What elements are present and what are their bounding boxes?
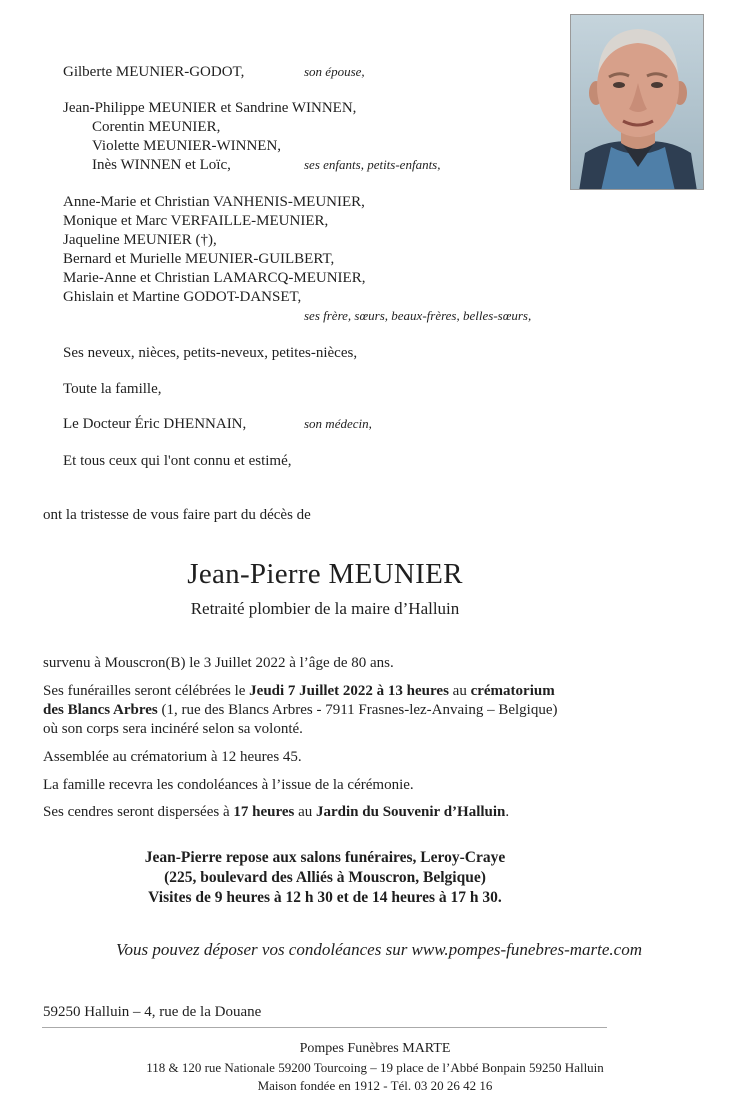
visitation-line: (225, boulevard des Alliés à Mouscron, Belgique)	[164, 869, 486, 886]
footer-company: Pompes Funèbres MARTE	[299, 1041, 451, 1056]
announcement-text: ont la tristesse de vous faire part du décès de	[43, 507, 311, 523]
sibling-line: Bernard et Murielle MEUNIER-GUILBERT,	[63, 251, 335, 267]
footer-founded: Maison fondée en 1912 - Tél. 03 20 26 42 16	[257, 1078, 493, 1093]
doctor-name: Le Docteur Éric DHENNAIN,	[63, 416, 247, 432]
doctor-role: son médecin,	[304, 416, 372, 431]
address-line: 59250 Halluin – 4, rue de la Douane	[43, 1004, 262, 1020]
funeral-text: Ses funérailles seront célébrées le	[43, 683, 250, 699]
deceased-subtitle: Retraité plombier de la maire d’Halluin	[190, 599, 460, 618]
others-line: Et tous ceux qui l'ont connu et estimé,	[63, 453, 292, 469]
child-line: Violette MEUNIER-WINNEN,	[92, 138, 282, 154]
ashes-info	[43, 802, 509, 822]
ashes-time: 17 heures	[233, 804, 295, 820]
child-line: Corentin MEUNIER,	[92, 119, 221, 135]
condolence-note: Vous pouvez déposer vos condoléances sur www.pompes-funebres-marte.com	[116, 940, 642, 959]
footer-addresses: 118 & 120 rue Nationale 59200 Tourcoing – 19 place de l’Abbé Bonpain 59250 Halluin	[146, 1060, 604, 1075]
family-line: Toute la famille,	[63, 381, 162, 397]
death-info: survenu à Mouscron(B) le 3 Juillet 2022 à l’âge de 80 ans.	[43, 655, 394, 671]
condolences-info: La famille recevra les condoléances à l’issue de la cérémonie.	[43, 777, 414, 793]
visitation-line: Visites de 9 heures à 12 h 30 et de 14 heures à 17 h 30.	[148, 889, 502, 906]
sibling-line: Marie-Anne et Christian LAMARCQ-MEUNIER,	[63, 270, 366, 286]
assembly-info: Assemblée au crématorium à 12 heures 45.	[43, 749, 302, 765]
funeral-address: (1, rue des Blancs Arbres - 7911 Frasnes-lez-Anvaing – Belgique)	[157, 702, 558, 718]
siblings-role: ses frère, sœurs, beaux-frères, belles-sœurs,	[304, 308, 532, 323]
funeral-line-2	[43, 700, 558, 720]
sibling-line: Anne-Marie et Christian VANHENIS-MEUNIER,	[63, 194, 365, 210]
funeral-date: Jeudi 7 Juillet 2022 à 13 heures	[249, 683, 449, 699]
ashes-text: Ses cendres seront dispersées à	[43, 804, 234, 820]
child-line: Jean-Philippe MEUNIER et Sandrine WINNEN,	[63, 100, 357, 116]
spouse-role: son épouse,	[304, 64, 365, 79]
funeral-venue: crématorium	[470, 683, 555, 699]
funeral-text: au	[448, 683, 471, 699]
visitation-line: Jean-Pierre repose aux salons funéraires, Leroy-Craye	[144, 849, 506, 866]
sibling-line: Ghislain et Martine GODOT-DANSET,	[63, 289, 302, 305]
funeral-line-3: où son corps sera incinéré selon sa volonté.	[43, 721, 303, 737]
ashes-text: au	[294, 804, 317, 820]
nephews-line: Ses neveux, nièces, petits-neveux, petites-nièces,	[63, 345, 358, 361]
deceased-name: Jean-Pierre MEUNIER	[187, 558, 463, 590]
sibling-line: Monique et Marc VERFAILLE-MEUNIER,	[63, 213, 329, 229]
ashes-place: Jardin du Souvenir d’Halluin	[316, 804, 506, 820]
ashes-text: .	[505, 804, 510, 820]
portrait-photo	[570, 14, 704, 190]
funeral-venue: des Blancs Arbres	[43, 702, 158, 718]
children-role: ses enfants, petits-enfants,	[304, 157, 441, 172]
footer-divider	[42, 1027, 607, 1028]
child-line: Inès WINNEN et Loïc,	[92, 157, 231, 173]
sibling-line: Jaqueline MEUNIER (†),	[63, 232, 217, 248]
funeral-line-1	[43, 681, 555, 701]
spouse-name: Gilberte MEUNIER-GODOT,	[63, 64, 245, 80]
